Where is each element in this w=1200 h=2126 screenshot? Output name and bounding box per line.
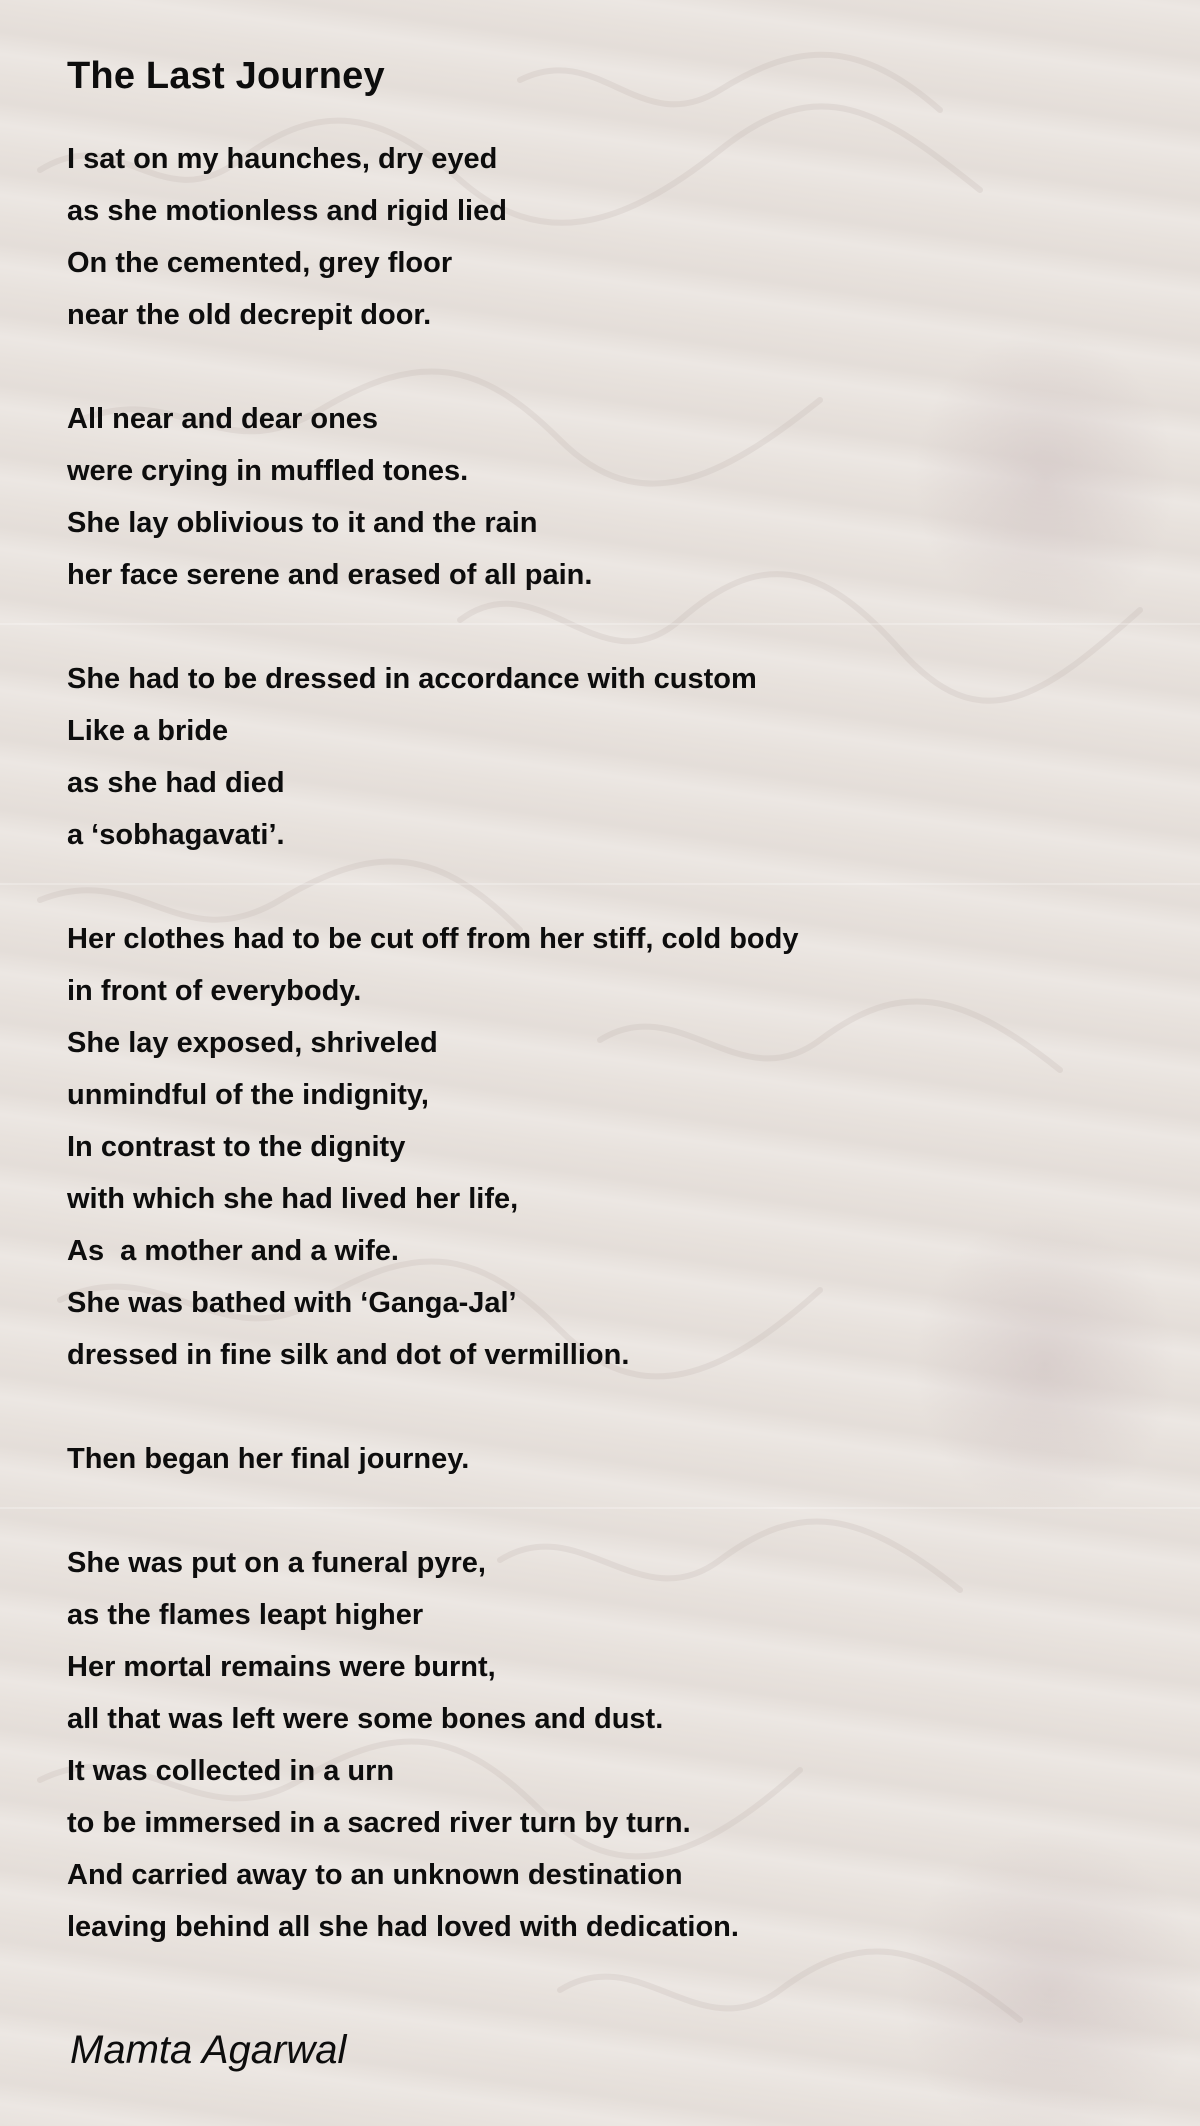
stanza-break (67, 341, 1147, 393)
poem-line: Her clothes had to be cut off from her stiff, cold body (67, 923, 799, 955)
poem-line: in front of everybody. (67, 975, 362, 1007)
poem-line: as she had died (67, 767, 285, 799)
poem-line: with which she had lived her life, (67, 1183, 519, 1215)
poem-line: Her mortal remains were burnt, (67, 1651, 496, 1683)
poem-line: I sat on my haunches, dry eyed (67, 143, 498, 175)
poem-line: On the cemented, grey floor (67, 247, 453, 279)
poem-line: as she motionless and rigid lied (67, 195, 507, 227)
poem-line: She was put on a funeral pyre, (67, 1547, 486, 1579)
poem-line: unmindful of the indignity, (67, 1079, 429, 1111)
poem-line: all that was left were some bones and dust. (67, 1703, 664, 1735)
poem-line: It was collected in a urn (67, 1755, 395, 1787)
author-signature: Mamta Agarwal (70, 2028, 347, 2072)
stanza-break (67, 861, 1147, 913)
poem-line: In contrast to the dignity (67, 1131, 406, 1163)
poem-body (67, 133, 1147, 1953)
poem-container (67, 52, 1147, 1953)
poem-line: As a mother and a wife. (67, 1235, 399, 1267)
poem-line: dressed in fine silk and dot of vermillion. (67, 1339, 630, 1371)
poem-line: her face serene and erased of all pain. (67, 559, 593, 591)
poem-line: She was bathed with ‘Ganga-Jal’ (67, 1287, 517, 1319)
poem-line: And carried away to an unknown destination (67, 1859, 683, 1891)
stanza-break (67, 601, 1147, 653)
poem-line: Like a bride (67, 715, 229, 747)
poem-line: She lay oblivious to it and the rain (67, 507, 538, 539)
poem-line: Then began her final journey. (67, 1443, 470, 1475)
poem-line: leaving behind all she had loved with dedication. (67, 1911, 739, 1943)
poem-line: as the flames leapt higher (67, 1599, 424, 1631)
poem-line: She had to be dressed in accordance with custom (67, 663, 757, 695)
poem-line: to be immersed in a sacred river turn by turn. (67, 1807, 691, 1839)
stanza-break (67, 1381, 1147, 1433)
poem-title: The Last Journey (67, 55, 385, 97)
poem-line: She lay exposed, shriveled (67, 1027, 438, 1059)
stanza-break (67, 1485, 1147, 1537)
poem-line: a ‘sobhagavati’. (67, 819, 285, 851)
poem-line: were crying in muffled tones. (67, 455, 469, 487)
poem-line: All near and dear ones (67, 403, 379, 435)
poem-line: near the old decrepit door. (67, 299, 432, 331)
